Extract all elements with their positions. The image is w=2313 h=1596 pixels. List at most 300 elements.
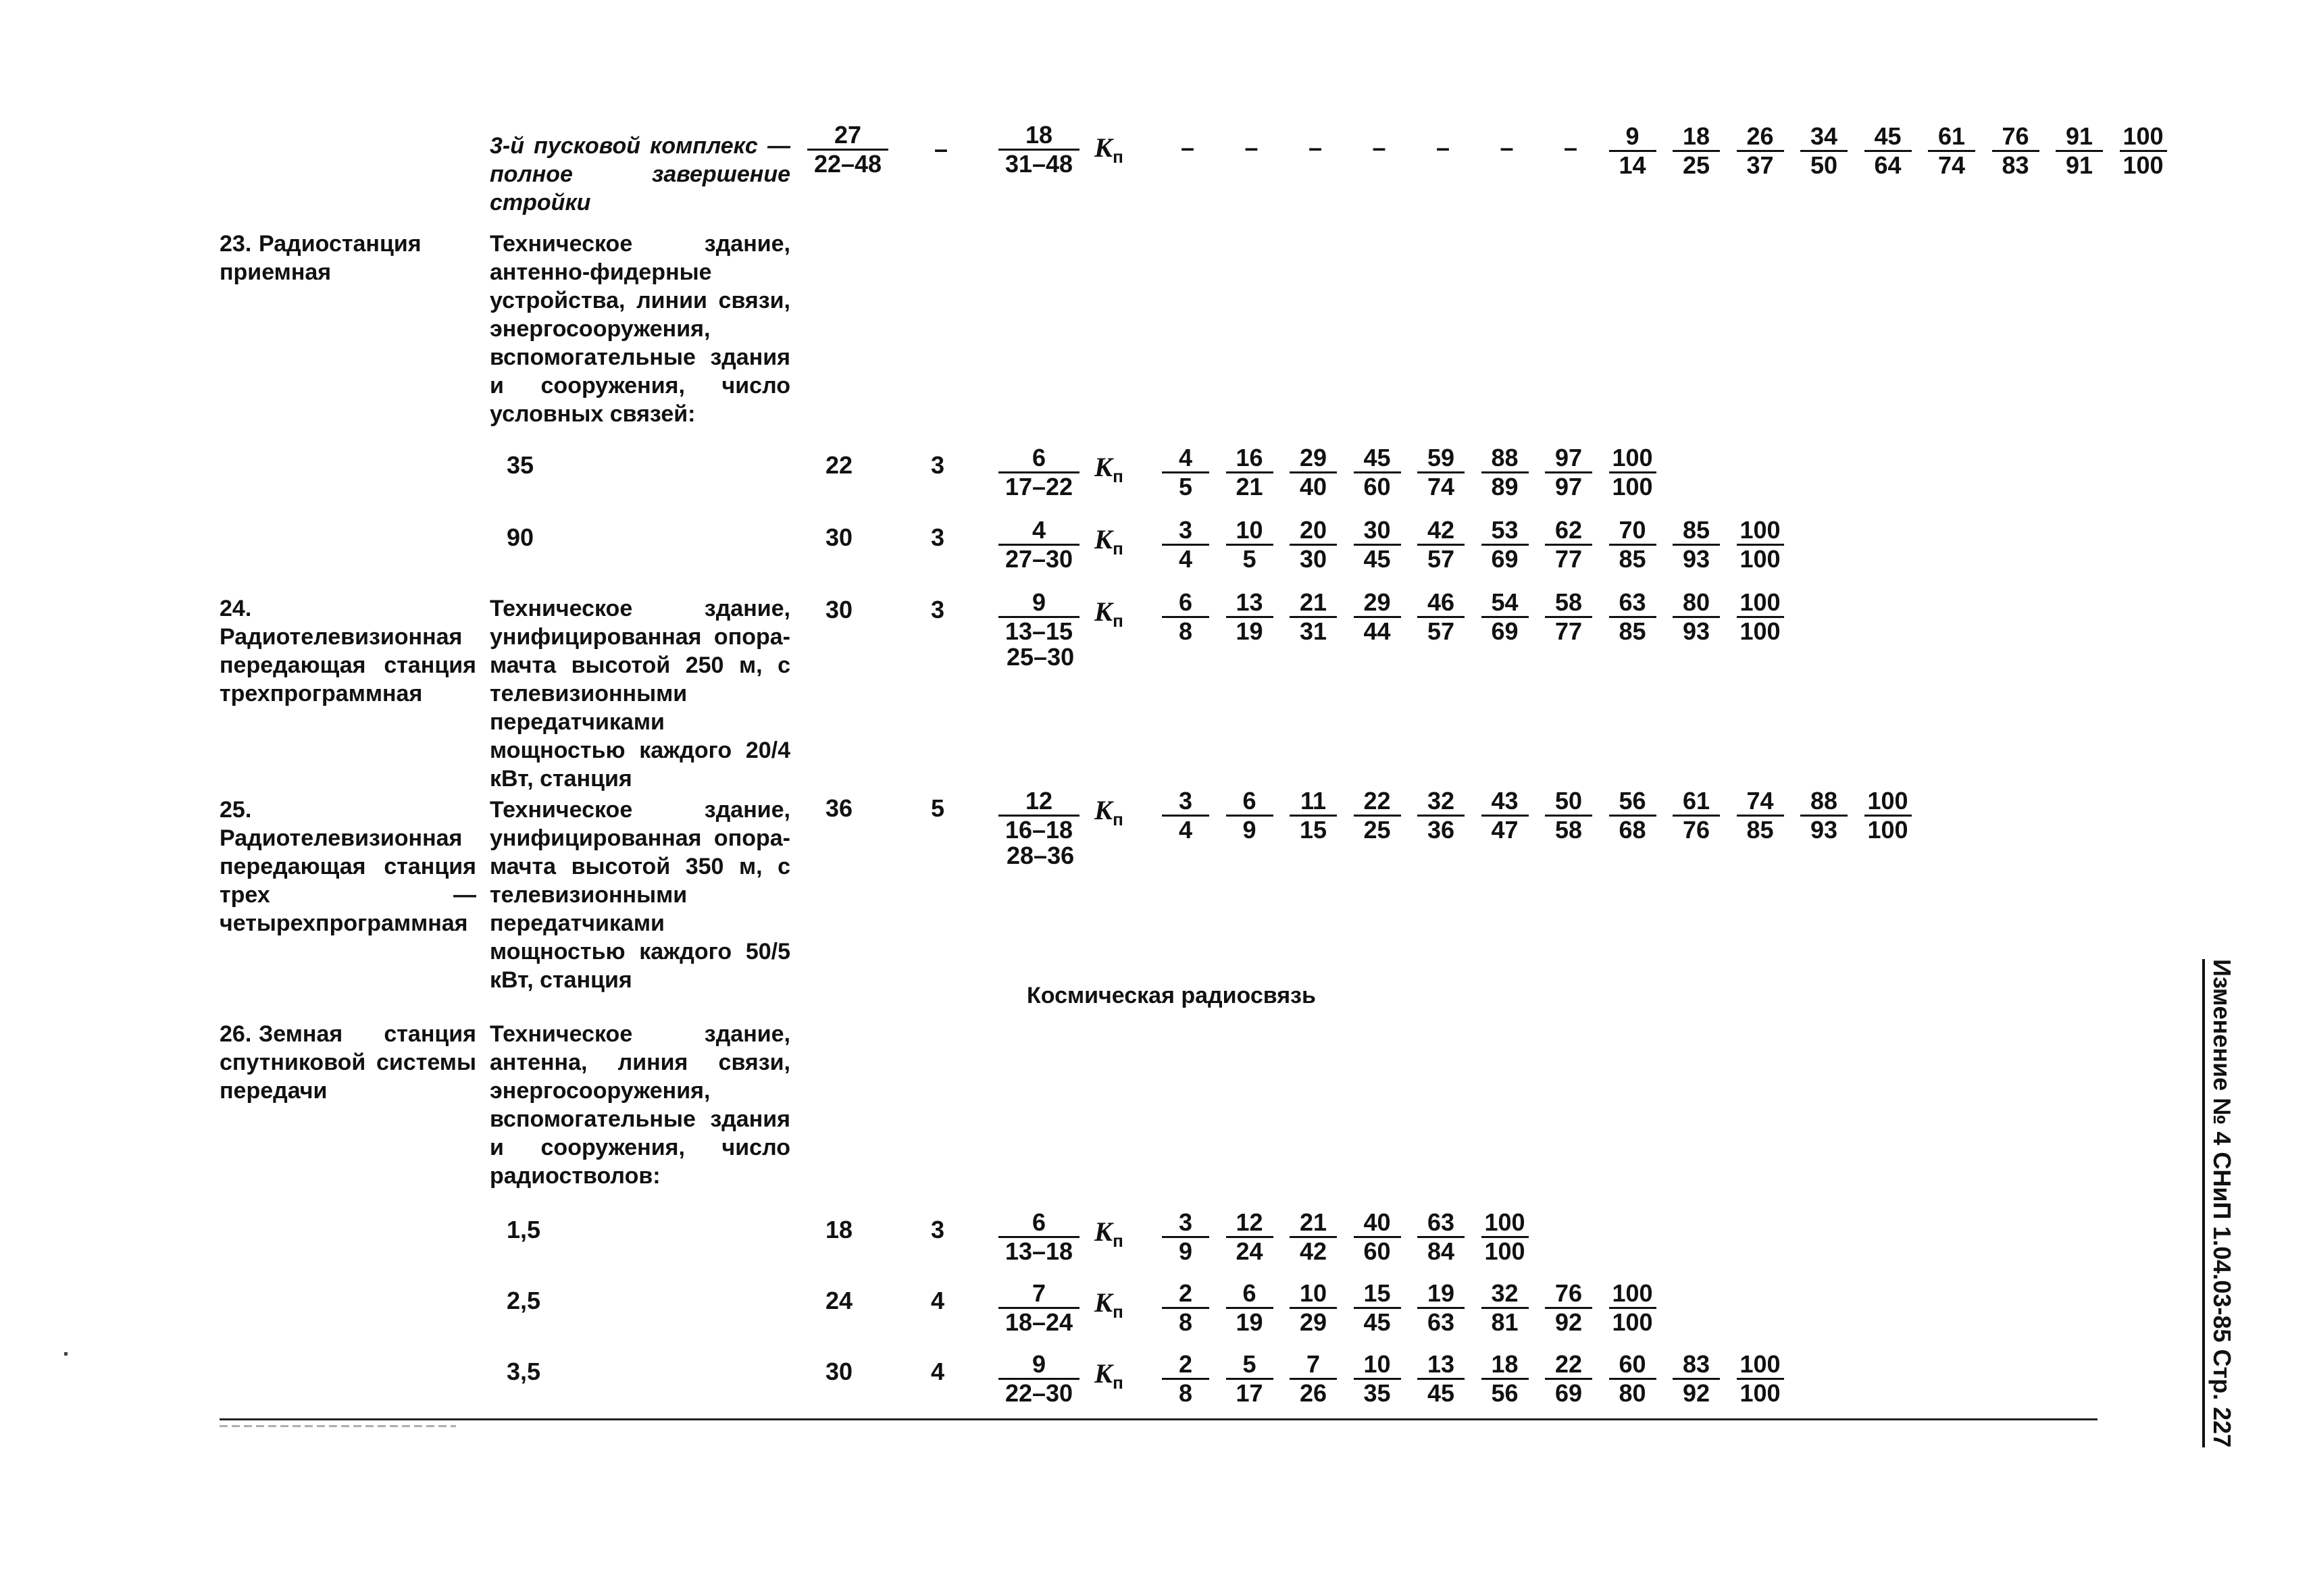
kp-sub: п (1113, 1372, 1123, 1393)
month-fraction-den: 25 (1363, 816, 1391, 844)
month-fraction-den: 47 (1491, 816, 1519, 844)
month-fraction-den: 92 (1682, 1379, 1710, 1407)
kp-label (1094, 1216, 1123, 1252)
month-fraction-den: 80 (1619, 1379, 1646, 1407)
row-24-desc: Техническое здание, унифицированная опора-мачта высотой 250 м, с телевизионными передатчиками мощностью каждого 20/4 кВт, станция (490, 596, 790, 792)
month-fraction-num: 56 (1609, 788, 1656, 817)
month-fraction-den: 4 (1178, 545, 1193, 573)
month-fraction (1290, 444, 1337, 500)
month-fraction-den: 58 (1554, 816, 1583, 844)
month-fraction (1673, 1351, 1720, 1407)
duration-value: 30 (825, 523, 853, 551)
row-name-text: Радиотелевизионная передающая станция трехпрограммная (220, 624, 476, 706)
month-fraction (1162, 788, 1209, 844)
row-number: 24. (220, 596, 252, 621)
month-fraction (1226, 1351, 1273, 1407)
month-fraction-num: 9 (1609, 123, 1656, 152)
month-fraction-num: 63 (1417, 1209, 1465, 1238)
row-23-name (220, 230, 476, 286)
dur-num: 27 (807, 122, 888, 151)
month-fraction-num: 18 (1673, 123, 1720, 152)
month-fraction-den: 68 (1619, 816, 1646, 844)
month-fraction-den: 60 (1363, 473, 1391, 500)
month-fraction-num: 100 (2120, 123, 2167, 152)
row-25-desc: Техническое здание, унифицированная опора-мачта высотой 350 м, с телевизионными передатчиками мощностью каждого 50/5 кВт, станция (490, 797, 790, 993)
month-fraction-den: 92 (1554, 1308, 1583, 1336)
month-fraction (1737, 788, 1784, 844)
month-fraction (1864, 123, 1912, 179)
kp-label (1094, 451, 1123, 487)
month-fraction-num: 22 (1354, 788, 1401, 817)
month-fraction-den: 85 (1619, 617, 1646, 645)
month-fraction-den: 100 (1867, 816, 1908, 844)
month-fraction-num: 3 (1162, 517, 1209, 546)
month-fraction (1609, 788, 1656, 844)
month-fraction-num: 3 (1162, 788, 1209, 817)
month-fraction-num: 58 (1545, 589, 1592, 618)
month-fraction (1226, 788, 1273, 844)
empty-cell-dash: – (1372, 134, 1386, 161)
month-fraction-num: 42 (1417, 517, 1465, 546)
month-fraction-num: 45 (1864, 123, 1912, 152)
month-fraction-num: 3 (1162, 1209, 1209, 1238)
month-fraction-num: 15 (1354, 1280, 1401, 1309)
month-fraction (2120, 123, 2167, 179)
kp-letter: К (1094, 452, 1113, 482)
month-fraction (1481, 1351, 1529, 1407)
month-fraction (1800, 123, 1848, 179)
frac-dur-complex3 (807, 122, 888, 178)
month-fraction-num: 10 (1354, 1351, 1401, 1380)
month-fraction-den: 85 (1619, 545, 1646, 573)
month-fraction-num: 5 (1226, 1351, 1273, 1380)
month-fraction-num: 100 (1737, 517, 1784, 546)
month-fraction-den: 25 (1682, 151, 1710, 179)
norm-extra: 28–36 (1007, 842, 1075, 869)
month-fraction-den: 63 (1427, 1308, 1455, 1336)
norm-fraction-den: 22–30 (1005, 1379, 1073, 1407)
month-fraction (1545, 444, 1592, 500)
sub-row-label: 1,5 (507, 1216, 541, 1243)
norm-fraction-num: 9 (998, 1351, 1079, 1380)
month-fraction (1481, 444, 1529, 500)
norm-fraction-num: 9 (998, 589, 1079, 618)
month-fraction-den: 14 (1619, 151, 1646, 179)
month-fraction-num: 100 (1609, 444, 1656, 473)
kp-sub: п (1113, 538, 1123, 559)
month-fraction-den: 8 (1178, 1308, 1193, 1336)
months-value: 3 (931, 1216, 945, 1243)
month-fraction-den: 57 (1427, 545, 1455, 573)
month-fraction-den: 93 (1810, 816, 1838, 844)
month-fraction-den: 42 (1299, 1237, 1327, 1265)
month-fraction-den: 69 (1491, 617, 1519, 645)
empty-cell-dash: – (1181, 134, 1195, 161)
month-fraction (1290, 1351, 1337, 1407)
row-24-name (220, 594, 476, 708)
months-value: 4 (931, 1358, 945, 1385)
month-fraction (1609, 444, 1656, 500)
month-fraction-den: 8 (1178, 1379, 1193, 1407)
month-fraction-den: 91 (2065, 151, 2093, 179)
month-fraction (2056, 123, 2103, 179)
empty-cell-dash: – (1436, 134, 1450, 161)
norm-fraction (998, 788, 1079, 844)
norm-fraction-den: 13–18 (1005, 1237, 1073, 1265)
norm-extra: 25–30 (1007, 643, 1075, 671)
month-fraction-den: 84 (1427, 1237, 1455, 1265)
month-fraction (1864, 788, 1912, 844)
month-fraction-num: 21 (1290, 589, 1337, 618)
month-fraction (1545, 1280, 1592, 1336)
desc-complex3: 3-й пусковой комплекс — полное завершение стройки (490, 133, 790, 215)
month-fraction-den: 93 (1682, 545, 1710, 573)
month-fraction-den: 45 (1427, 1379, 1455, 1407)
section-title: Космическая радиосвязь (1027, 983, 1316, 1008)
kp-label (1094, 1358, 1123, 1393)
month-fraction (1417, 444, 1465, 500)
row-name-text: Радиотелевизионная передающая станция трех — четырехпрограммная (220, 825, 476, 936)
month-fraction (1737, 123, 1784, 179)
month-fraction-num: 97 (1545, 444, 1592, 473)
month-fraction-num: 32 (1417, 788, 1465, 817)
norm-fraction-num: 6 (998, 1209, 1079, 1238)
month-fraction (1354, 444, 1401, 500)
month-fraction-den: 100 (1739, 1379, 1781, 1407)
month-fraction (1290, 1209, 1337, 1265)
month-fraction-num: 6 (1226, 1280, 1273, 1309)
month-fraction-den: 24 (1236, 1237, 1263, 1265)
month-fraction (1992, 123, 2039, 179)
row-number: 26. (220, 1021, 252, 1047)
month-fraction (1226, 589, 1273, 645)
month-fraction-den: 44 (1363, 617, 1391, 645)
month-fraction (1417, 517, 1465, 573)
sub-row-label: 90 (507, 523, 534, 551)
month-fraction-num: 12 (1226, 1209, 1273, 1238)
norm-fraction-den: 13–15 (1005, 617, 1073, 645)
month-fraction-num: 60 (1609, 1351, 1656, 1380)
kp-label (1094, 523, 1123, 559)
kp-sub: п (1113, 611, 1123, 631)
month-fraction-den: 81 (1491, 1308, 1519, 1336)
norm-fraction-den: 18–24 (1005, 1308, 1073, 1336)
kp-label (1094, 132, 1123, 168)
month-fraction-den: 37 (1746, 151, 1774, 179)
norm-fraction-num: 6 (998, 444, 1079, 473)
month-fraction (1737, 1351, 1784, 1407)
kp-sub: п (1113, 1231, 1123, 1251)
month-fraction-den: 77 (1554, 545, 1583, 573)
norm-fraction (998, 1280, 1079, 1336)
month-fraction (1162, 1351, 1209, 1407)
row-number: 23. (220, 231, 252, 257)
month-fraction-den: 93 (1682, 617, 1710, 645)
duration-value: 30 (825, 596, 853, 623)
month-fraction-den: 100 (1484, 1237, 1525, 1265)
month-fraction (1673, 589, 1720, 645)
kp-letter: К (1094, 1287, 1113, 1318)
month-fraction-num: 63 (1609, 589, 1656, 618)
norm-num: 18 (998, 122, 1079, 151)
month-fraction-den: 19 (1236, 1308, 1263, 1336)
month-fraction-den: 64 (1874, 151, 1902, 179)
empty-cell-dash: – (1244, 134, 1259, 161)
month-fraction-num: 2 (1162, 1351, 1209, 1380)
side-caption: Изменение № 4 СНиП 1.04.03-85 Стр. 227 (2182, 959, 2236, 1553)
month-fraction (1290, 788, 1337, 844)
month-fraction-den: 15 (1299, 816, 1327, 844)
month-fraction (1354, 788, 1401, 844)
month-fraction-num: 26 (1737, 123, 1784, 152)
kp-letter: К (1094, 1358, 1113, 1389)
month-fraction (1354, 517, 1401, 573)
month-fraction-num: 6 (1162, 589, 1209, 618)
sub-row-label: 2,5 (507, 1287, 541, 1314)
month-fraction (1545, 1351, 1592, 1407)
bottom-rule (220, 1418, 2098, 1420)
month-fraction-num: 4 (1162, 444, 1209, 473)
kp-letter: К (1094, 1216, 1113, 1247)
month-fraction (1928, 123, 1975, 179)
kp-letter: К (1094, 524, 1113, 555)
month-fraction-num: 76 (1545, 1280, 1592, 1309)
norm-fraction (998, 1209, 1079, 1265)
month-fraction-num: 100 (1864, 788, 1912, 817)
kp-label (1094, 794, 1123, 830)
month-fraction (1162, 444, 1209, 500)
month-fraction-num: 30 (1354, 517, 1401, 546)
month-fraction-num: 10 (1290, 1280, 1337, 1309)
month-fraction-num: 21 (1290, 1209, 1337, 1238)
month-fraction-den: 83 (2002, 151, 2029, 179)
mon-complex3: – (934, 135, 948, 163)
sub-row-label: 35 (507, 451, 534, 479)
month-fraction-num: 91 (2056, 123, 2103, 152)
month-fraction-den: 74 (1427, 473, 1455, 500)
duration-value: 24 (825, 1287, 853, 1314)
kp-sub: п (1113, 1302, 1123, 1322)
month-fraction (1609, 517, 1656, 573)
month-fraction-den: 77 (1554, 617, 1583, 645)
month-fraction-num: 22 (1545, 1351, 1592, 1380)
month-fraction-den: 5 (1242, 545, 1256, 573)
kp-sub: п (1113, 466, 1123, 486)
month-fraction-den: 19 (1236, 617, 1263, 645)
month-fraction (1162, 1209, 1209, 1265)
month-fraction-num: 50 (1545, 788, 1592, 817)
duration-value: 30 (825, 1358, 853, 1385)
norm-fraction-den: 16–18 (1005, 816, 1073, 844)
row-23-desc: Техническое здание, антенно-фидерные устройства, линии связи, энергосооружения, вспомогательные здания и сооружения, число условных связей: (490, 231, 790, 427)
month-fraction-den: 100 (2123, 151, 2164, 179)
norm-fraction-num: 4 (998, 517, 1079, 546)
kp-sub: п (1113, 147, 1123, 167)
row-26-name (220, 1020, 476, 1105)
month-fraction (1737, 517, 1784, 573)
norm-fraction-num: 7 (998, 1280, 1079, 1309)
month-fraction-den: 97 (1554, 473, 1583, 500)
month-fraction (1290, 589, 1337, 645)
month-fraction (1162, 517, 1209, 573)
months-value: 3 (931, 596, 945, 623)
month-fraction (1417, 589, 1465, 645)
month-fraction-num: 16 (1226, 444, 1273, 473)
month-fraction (1226, 1280, 1273, 1336)
duration-value: 22 (825, 451, 853, 479)
norm-fraction (998, 517, 1079, 573)
month-fraction (1290, 1280, 1337, 1336)
month-fraction-den: 85 (1746, 816, 1774, 844)
month-fraction-den: 89 (1491, 473, 1519, 500)
month-fraction-num: 62 (1545, 517, 1592, 546)
month-fraction-num: 45 (1354, 444, 1401, 473)
month-fraction (1417, 1280, 1465, 1336)
month-fraction (1609, 1280, 1656, 1336)
month-fraction-num: 10 (1226, 517, 1273, 546)
month-fraction-num: 19 (1417, 1280, 1465, 1309)
month-fraction (1545, 788, 1592, 844)
months-value: 3 (931, 523, 945, 551)
month-fraction (1481, 517, 1529, 573)
month-fraction (1545, 589, 1592, 645)
month-fraction-num: 88 (1481, 444, 1529, 473)
duration-value: 18 (825, 1216, 853, 1243)
months-value: 5 (931, 794, 945, 822)
month-fraction-num: 88 (1800, 788, 1848, 817)
month-fraction-num: 59 (1417, 444, 1465, 473)
month-fraction-den: 69 (1554, 1379, 1583, 1407)
month-fraction-num: 53 (1481, 517, 1529, 546)
month-fraction (1226, 517, 1273, 573)
month-fraction-num: 61 (1928, 123, 1975, 152)
row-name-text: Радиостанция приемная (220, 231, 422, 285)
month-fraction (1417, 1209, 1465, 1265)
kp-label (1094, 596, 1123, 632)
month-fraction-den: 60 (1363, 1237, 1391, 1265)
month-fraction-den: 50 (1810, 151, 1838, 179)
frac-norm-complex3 (998, 122, 1079, 178)
month-fraction-den: 21 (1236, 473, 1263, 500)
month-fraction-num: 70 (1609, 517, 1656, 546)
month-fraction (1673, 123, 1720, 179)
kp-label (1094, 1287, 1123, 1322)
month-fraction (1673, 788, 1720, 844)
month-fraction-den: 57 (1427, 617, 1455, 645)
month-fraction-num: 2 (1162, 1280, 1209, 1309)
month-fraction-den: 100 (1739, 545, 1781, 573)
month-fraction-num: 29 (1354, 589, 1401, 618)
norm-fraction-den: 17–22 (1005, 473, 1073, 500)
month-fraction (1162, 589, 1209, 645)
month-fraction-num: 74 (1737, 788, 1784, 817)
norm-fraction-den: 27–30 (1005, 545, 1073, 573)
empty-cell-dash: – (1564, 134, 1578, 161)
month-fraction-num: 83 (1673, 1351, 1720, 1380)
month-fraction-num: 34 (1800, 123, 1848, 152)
month-fraction-den: 45 (1363, 545, 1391, 573)
month-fraction-den: 69 (1491, 545, 1519, 573)
month-fraction-num: 40 (1354, 1209, 1401, 1238)
month-fraction-den: 30 (1299, 545, 1327, 573)
norm-fraction (998, 444, 1079, 500)
month-fraction (1481, 589, 1529, 645)
empty-cell-dash: – (1308, 134, 1323, 161)
month-fraction-num: 7 (1290, 1351, 1337, 1380)
row-number: 25. (220, 797, 252, 823)
month-fraction-num: 80 (1673, 589, 1720, 618)
month-fraction (1290, 517, 1337, 573)
month-fraction-num: 13 (1226, 589, 1273, 618)
norm-fraction-num: 12 (998, 788, 1079, 817)
month-fraction (1481, 1209, 1529, 1265)
month-fraction-num: 100 (1737, 589, 1784, 618)
month-fraction (1417, 1351, 1465, 1407)
month-fraction-num: 18 (1481, 1351, 1529, 1380)
month-fraction (1481, 1280, 1529, 1336)
month-fraction-den: 8 (1178, 617, 1193, 645)
kp-sub: п (1113, 809, 1123, 829)
month-fraction-num: 100 (1609, 1280, 1656, 1309)
row-name-text: Земная станция спутниковой системы передачи (220, 1021, 476, 1104)
month-fraction-den: 100 (1612, 473, 1653, 500)
kp-letter: К (1094, 132, 1113, 163)
month-fraction (1800, 788, 1848, 844)
month-fraction-den: 100 (1612, 1308, 1653, 1336)
month-fraction (1609, 589, 1656, 645)
month-fraction-num: 6 (1226, 788, 1273, 817)
month-fraction-den: 29 (1299, 1308, 1327, 1336)
sub-row-label: 3,5 (507, 1358, 541, 1385)
month-fraction-den: 31 (1299, 617, 1327, 645)
month-fraction (1162, 1280, 1209, 1336)
month-fraction-den: 36 (1427, 816, 1455, 844)
month-fraction-num: 32 (1481, 1280, 1529, 1309)
month-fraction-den: 100 (1739, 617, 1781, 645)
month-fraction-den: 9 (1242, 816, 1256, 844)
norm-fraction (998, 1351, 1079, 1407)
month-fraction (1354, 589, 1401, 645)
month-fraction-den: 26 (1299, 1379, 1327, 1407)
empty-cell-dash: – (1500, 134, 1514, 161)
month-fraction-den: 76 (1682, 816, 1710, 844)
row-25-name (220, 796, 476, 937)
month-fraction-den: 74 (1937, 151, 1966, 179)
kp-letter: К (1094, 596, 1113, 627)
month-fraction-den: 9 (1178, 1237, 1193, 1265)
month-fraction-num: 100 (1737, 1351, 1784, 1380)
month-fraction-den: 17 (1236, 1379, 1263, 1407)
month-fraction (1545, 517, 1592, 573)
month-fraction-den: 45 (1363, 1308, 1391, 1336)
kp-letter: К (1094, 795, 1113, 825)
month-fraction (1354, 1209, 1401, 1265)
month-fraction (1673, 517, 1720, 573)
month-fraction-num: 20 (1290, 517, 1337, 546)
month-fraction (1354, 1351, 1401, 1407)
stray-dot (64, 1352, 68, 1356)
month-fraction-num: 11 (1290, 788, 1337, 817)
month-fraction-den: 56 (1491, 1379, 1519, 1407)
norm-den: 31–48 (1005, 150, 1073, 178)
month-fraction (1417, 788, 1465, 844)
month-fraction-num: 29 (1290, 444, 1337, 473)
month-fraction-den: 5 (1178, 473, 1193, 500)
month-fraction (1226, 444, 1273, 500)
month-fraction (1609, 123, 1656, 179)
norm-fraction (998, 589, 1079, 645)
month-fraction-num: 85 (1673, 517, 1720, 546)
